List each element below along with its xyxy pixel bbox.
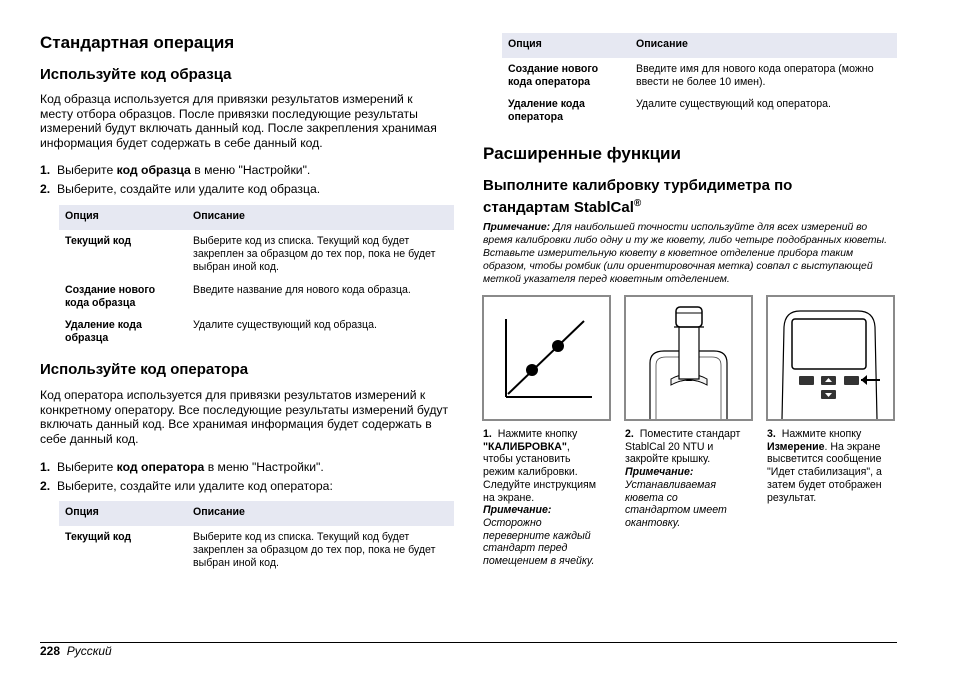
page-number: 228 [40, 644, 61, 658]
calibration-heading: Выполните калибровку турбидиметра по стандартам StablCal® [483, 177, 793, 216]
table-header-row: Опция Описание [502, 33, 897, 58]
table-row: Текущий код Выберите код из списка. Текущий код будет закреплен за образцом до тех пор, пока не будет выбран иной код. [65, 531, 436, 569]
calibration-note: Примечание: Для наибольшей точности используйте для всех измерений во время калибровки либо одну и ту же кювету, либо четыре подобранных кюветы. Вставьте измерительную кювету в кюветное отделение прибора таким образом, чтобы ромбик (или ориентировочная метка) совпал с выступающей меткой указателя перед кюветным отделением. [483, 222, 888, 285]
step-caption-3: 3. Нажмите кнопку Измерение. На экране высветится сообщение "Идет стабилизация", а затем будет отображен результат. [767, 428, 882, 504]
operator-options-table-continued [502, 33, 897, 128]
table-header-row: Опция Описание [59, 501, 454, 526]
operator-code-paragraph: Код оператора используется для привязки результатов измерений к конкретному оператору. Все последующие результаты измерений будут включать данный код. Все хранимая информация будет содержать в себе данный код. [40, 388, 449, 446]
step-2: 2. Выберите, создайте или удалите код оператора: [40, 479, 333, 493]
section-title: Стандартная операция [40, 33, 235, 52]
instrument-screen-icon [768, 297, 893, 419]
advanced-functions-title: Расширенные функции [483, 144, 681, 163]
calibration-graph-illustration [482, 295, 611, 421]
insert-vial-illustration [624, 295, 753, 421]
table-row: Создание нового кода образца Введите название для нового кода образца. [65, 284, 411, 309]
footer-language: Русский [66, 644, 112, 658]
table-header-row: Опция Описание [59, 205, 454, 230]
footer [40, 644, 112, 658]
step-1: 1. Выберите код образца в меню "Настройки". [40, 163, 311, 177]
sample-code-heading: Используйте код образца [40, 66, 232, 83]
table-row: Удаление кода оператора Удалите существующий код оператора. [508, 98, 831, 123]
table-row: Текущий код Выберите код из списка. Текущий код будет закреплен за образцом до тех пор, пока не будет выбран иной код. [65, 235, 436, 273]
calibration-curve-icon [484, 297, 609, 419]
measure-screen-illustration [766, 295, 895, 421]
step-2: 2. Выберите, создайте или удалите код образца. [40, 182, 321, 196]
table-row: Создание нового кода оператора Введите имя для нового кода оператора (можно ввести не более 10 имен). [508, 63, 874, 88]
sample-code-paragraph: Код образца используется для привязки результатов измерений к месту отбора образцов. После привязки последующие результаты измерений будут включать данный код. После закрепления хранимая информация будет содержать в себе данный код. [40, 92, 437, 150]
operator-options-table [59, 501, 454, 574]
step-1: 1. Выберите код оператора в меню "Настройки". [40, 460, 324, 474]
table-row: Удаление кода образца Удалите существующий код образца. [65, 319, 377, 344]
operator-code-heading: Используйте код оператора [40, 361, 249, 378]
sample-options-table [59, 205, 454, 349]
step-caption-1: 1. Нажмите кнопку "КАЛИБРОВКА", чтобы установить режим калибровки. Следуйте инструкциям на экране. Примечание: Осторожно переверните каждый стандарт перед помещением в ячейку. [483, 428, 597, 568]
step-caption-2: 2. Поместите стандарт StablCal 20 NTU и закройте крышку. Примечание: Устанавливаемая кювета со стандартом имеет окантовку. [625, 428, 741, 529]
instrument-vial-icon [626, 297, 751, 419]
footer-rule [40, 642, 897, 643]
